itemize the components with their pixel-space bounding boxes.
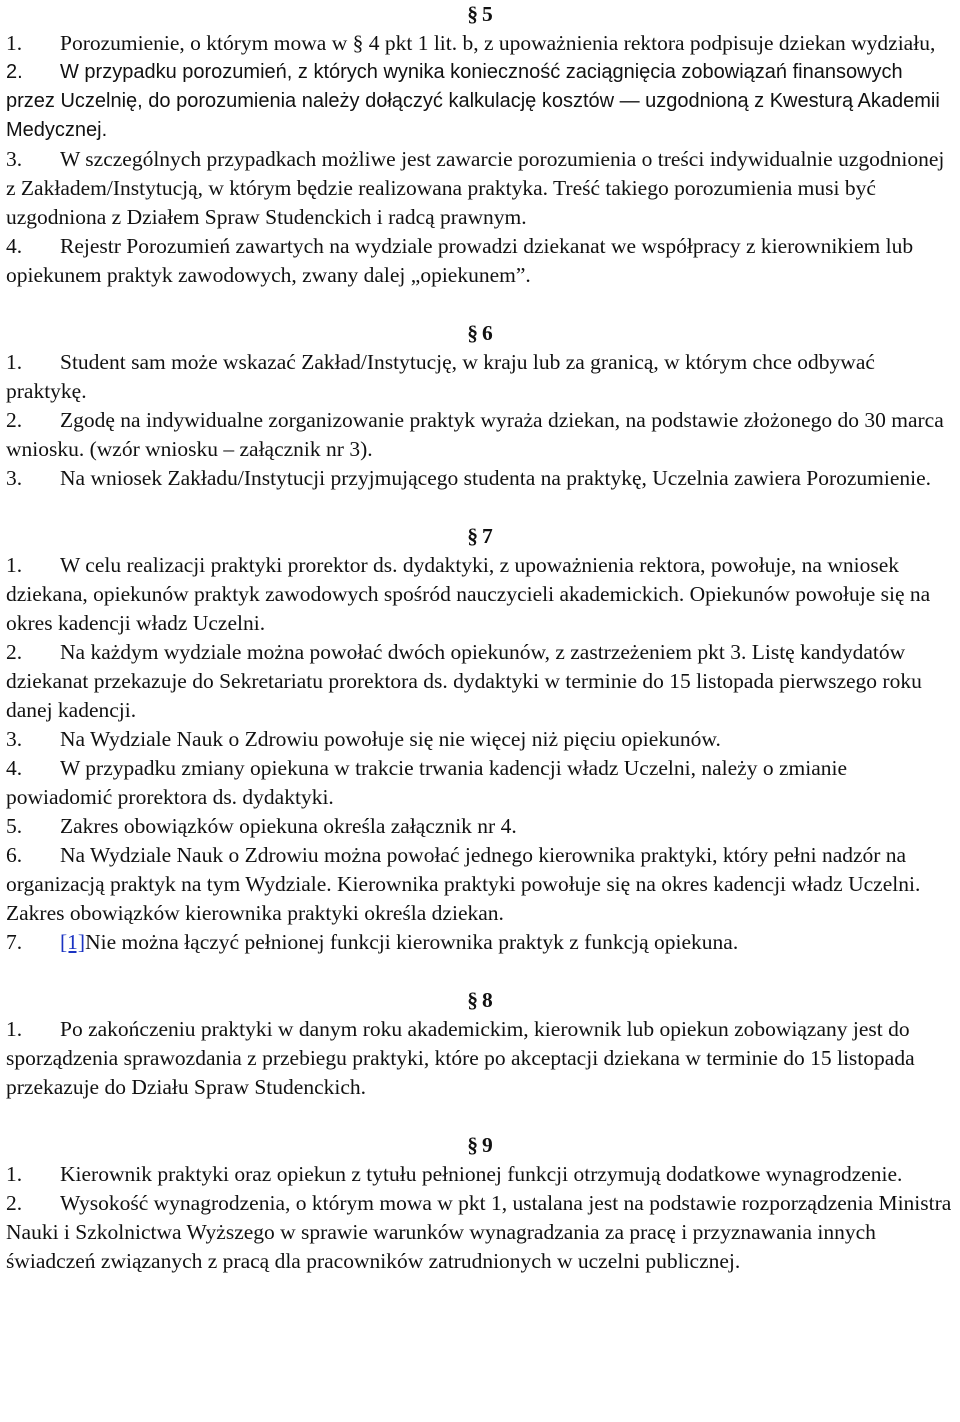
section-8 bbox=[6, 986, 954, 1102]
section-5 bbox=[6, 0, 954, 290]
paragraph bbox=[6, 551, 954, 638]
paragraph bbox=[6, 1189, 954, 1276]
paragraph bbox=[6, 1160, 954, 1189]
section-heading bbox=[6, 1131, 954, 1160]
paragraph-number: 1. bbox=[6, 350, 23, 374]
paragraph-number: 3. bbox=[6, 727, 23, 751]
paragraph-number: 4. bbox=[6, 756, 23, 780]
section-number: 8 bbox=[482, 988, 493, 1012]
paragraph-number: 1. bbox=[6, 553, 23, 577]
section-heading bbox=[6, 319, 954, 348]
section-number: 5 bbox=[482, 2, 493, 26]
paragraph-text: Student sam może wskazać Zakład/Instytucję, w kraju lub za granicą, w którym chce odbywać praktykę. bbox=[6, 350, 875, 403]
paragraph-text: Wysokość wynagrodzenia, o którym mowa w pkt 1, ustalana jest na podstawie rozporządzenia Ministra Nauki i Szkolnictwa Wyższego w sprawie warunków wynagradzania za pracę i przyznawania innych świadczeń związanych z pracą dla pracowników zatrudnionych w uczelni publicznej. bbox=[6, 1191, 952, 1273]
section-sign: § bbox=[467, 524, 478, 548]
paragraph-number: 2. bbox=[6, 408, 23, 432]
paragraph-text: W szczególnych przypadkach możliwe jest zawarcie porozumienia o treści indywidualnie uzgodnionej z Zakładem/Instytucją, w którym będzie realizowana praktyka. Treść takiego porozumienia musi być uzgodniona z Działem Spraw Studenckich i radcą prawnym. bbox=[6, 147, 945, 229]
paragraph bbox=[6, 638, 954, 725]
paragraph bbox=[6, 232, 954, 290]
section-number: 6 bbox=[482, 321, 493, 345]
paragraph-number: 2. bbox=[6, 640, 23, 664]
paragraph-text: Zgodę na indywidualne zorganizowanie praktyk wyraża dziekan, na podstawie złożonego do 30 marca wniosku. (wzór wniosku – załącznik nr 3). bbox=[6, 408, 944, 461]
section-6 bbox=[6, 319, 954, 493]
paragraph bbox=[6, 406, 954, 464]
footnote-link[interactable]: [1] bbox=[60, 930, 86, 954]
paragraph-text: W celu realizacji praktyki prorektor ds. dydaktyki, z upoważnienia rektora, powołuje, na wniosek dziekana, opiekunów praktyk zawodowych spośród nauczycieli akademickich. Opiekunów powołuje się na okres kadencji władz Uczelni. bbox=[6, 553, 931, 635]
paragraph bbox=[6, 58, 954, 145]
paragraph-number: 1. bbox=[6, 1162, 23, 1186]
paragraph bbox=[6, 928, 954, 957]
section-heading bbox=[6, 522, 954, 551]
paragraph bbox=[6, 841, 954, 928]
paragraph-text: Po zakończeniu praktyki w danym roku akademickim, kierownik lub opiekun zobowiązany jest do sporządzenia sprawozdania z przebiegu praktyki, które po akceptacji dziekana w terminie do 15 listopada przekazuje do Działu Spraw Studenckich. bbox=[6, 1017, 915, 1099]
paragraph bbox=[6, 145, 954, 232]
section-heading bbox=[6, 986, 954, 1015]
paragraph bbox=[6, 29, 954, 58]
paragraph-text: Zakres obowiązków opiekuna określa załącznik nr 4. bbox=[60, 814, 517, 838]
paragraph-text: Na Wydziale Nauk o Zdrowiu można powołać jednego kierownika praktyki, który pełni nadzór na organizacją praktyk na tym Wydziale. Kierownika praktyki powołuje się na okres kadencji władz Uczelni. Zakres obowiązków kierownika praktyki określa dziekan. bbox=[6, 843, 921, 925]
paragraph-text: Nie można łączyć pełnionej funkcji kierownika praktyk z funkcją opiekuna. bbox=[85, 930, 739, 954]
paragraph-number: 3. bbox=[6, 466, 23, 490]
paragraph-number: 5. bbox=[6, 814, 23, 838]
paragraph bbox=[6, 812, 954, 841]
paragraph-text: Na wniosek Zakładu/Instytucji przyjmującego studenta na praktykę, Uczelnia zawiera Porozumienie. bbox=[60, 466, 932, 490]
paragraph-text: Porozumienie, o którym mowa w § 4 pkt 1 lit. b, z upoważnienia rektora podpisuje dziekan wydziału, bbox=[60, 31, 936, 55]
paragraph bbox=[6, 1015, 954, 1102]
paragraph-number: 3. bbox=[6, 147, 23, 171]
paragraph-number: 1. bbox=[6, 1017, 23, 1041]
paragraph-number: 2. bbox=[6, 1191, 23, 1215]
section-9 bbox=[6, 1131, 954, 1276]
paragraph bbox=[6, 464, 954, 493]
paragraph bbox=[6, 725, 954, 754]
paragraph-number: 2. bbox=[6, 61, 23, 83]
paragraph-text: Kierownik praktyki oraz opiekun z tytułu pełnionej funkcji otrzymują dodatkowe wynagrodzenie. bbox=[60, 1162, 903, 1186]
paragraph-text: Na Wydziale Nauk o Zdrowiu powołuje się nie więcej niż pięciu opiekunów. bbox=[60, 727, 721, 751]
section-7 bbox=[6, 522, 954, 957]
section-sign: § bbox=[467, 1133, 478, 1157]
paragraph-text: Na każdym wydziale można powołać dwóch opiekunów, z zastrzeżeniem pkt 3. Listę kandydatów dziekanat przekazuje do Sekretariatu prorektora ds. dydaktyki w terminie do 15 listopada pierwszego roku danej kadencji. bbox=[6, 640, 922, 722]
section-sign: § bbox=[467, 988, 478, 1012]
section-number: 9 bbox=[482, 1133, 493, 1157]
paragraph-number: 4. bbox=[6, 234, 23, 258]
paragraph-text: W przypadku porozumień, z których wynika konieczność zaciągnięcia zobowiązań finansowych przez Uczelnię, do porozumienia należy dołączyć kalkulację kosztów — uzgodnioną z Kwesturą Akademii Medycznej. bbox=[6, 61, 940, 141]
section-sign: § bbox=[467, 321, 478, 345]
document-page bbox=[6, 0, 954, 1276]
paragraph-number: 1. bbox=[6, 31, 23, 55]
paragraph bbox=[6, 754, 954, 812]
section-number: 7 bbox=[482, 524, 493, 548]
paragraph-number: 7. bbox=[6, 930, 23, 954]
section-heading bbox=[6, 0, 954, 29]
paragraph-text: Rejestr Porozumień zawartych na wydziale prowadzi dziekanat we współpracy z kierownikiem lub opiekunem praktyk zawodowych, zwany dalej „opiekunem”. bbox=[6, 234, 914, 287]
paragraph-text: W przypadku zmiany opiekuna w trakcie trwania kadencji władz Uczelni, należy o zmianie powiadomić prorektora ds. dydaktyki. bbox=[6, 756, 848, 809]
sections-container bbox=[6, 0, 954, 1276]
section-sign: § bbox=[467, 2, 478, 26]
paragraph bbox=[6, 348, 954, 406]
paragraph-number: 6. bbox=[6, 843, 23, 867]
